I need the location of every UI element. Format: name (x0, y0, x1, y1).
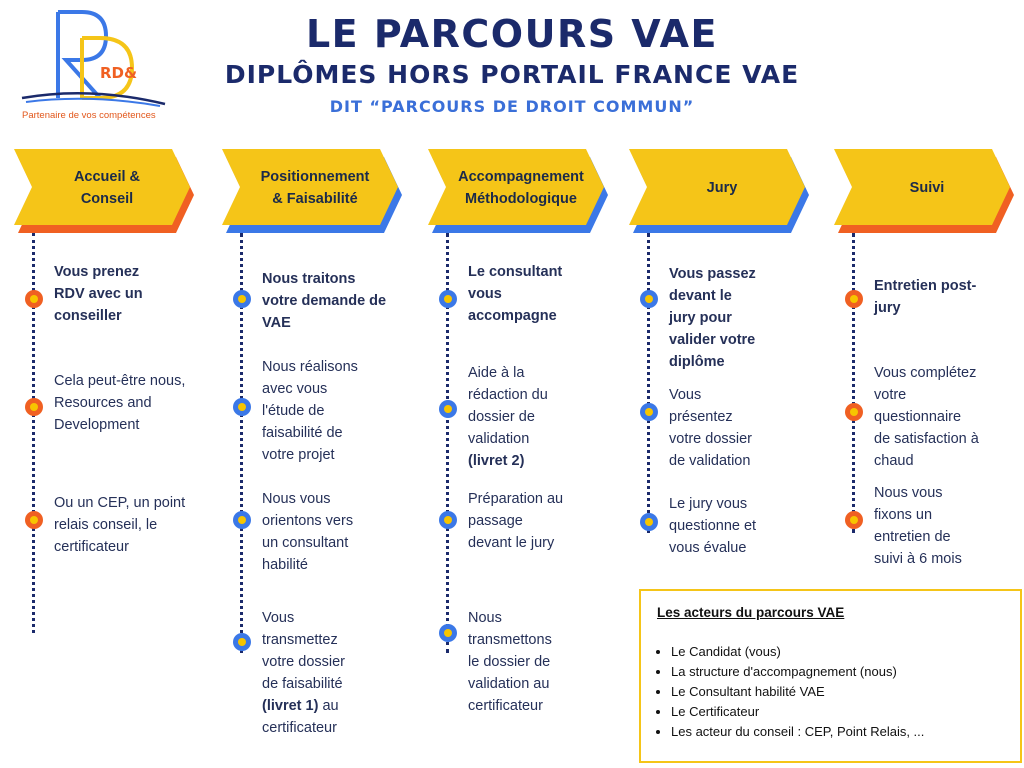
timeline-dot (25, 398, 43, 416)
step-item: Le consultant vous accompagne (468, 264, 563, 324)
step-item: Vous transmettez votre dossier de faisabilité (livret 1) au certificateur (262, 610, 346, 736)
actors-list (657, 642, 1004, 742)
step-positionnement (222, 145, 422, 745)
step-accompagnement (428, 145, 628, 745)
step-label (22, 157, 192, 219)
step-item: Aide à la rédaction du dossier de validation (livret 2) (468, 365, 548, 469)
timeline-dot (640, 290, 658, 308)
timeline-dot (439, 290, 457, 308)
step-item: Nous vous orientons vers un consultant habilité (262, 491, 354, 573)
step-item: Nous réalisons avec vous l'étude de faisabilité de votre projet (262, 359, 358, 463)
timeline-dot (233, 290, 251, 308)
step-label-line1: Jury (706, 180, 738, 196)
step-item: Vous passez devant le jury pour valider votre diplôme (669, 266, 756, 370)
page-title: LE PARCOURS VAE (305, 12, 719, 56)
step-item: Vous prenez RDV avec un conseiller (54, 264, 143, 324)
page-subtitle: DIPLÔMES HORS PORTAIL FRANCE VAE (224, 60, 800, 89)
step-label (436, 157, 606, 219)
timeline-dot (640, 403, 658, 421)
logo-tagline: Partenaire de vos compétences (22, 110, 156, 121)
timeline-dot (233, 398, 251, 416)
actors-title: Les acteurs du parcours VAE (657, 605, 845, 620)
step-item: Nous traitons votre demande de VAE (262, 271, 387, 331)
actor-item: • La structure d'accompagnement (nous) (671, 662, 1004, 682)
actors-box (639, 589, 1022, 763)
actor-item: • Les acteur du conseil : CEP, Point Relais, ... (671, 722, 1004, 742)
timeline-dot (845, 403, 863, 421)
timeline-dot (233, 511, 251, 529)
actor-item: • Le Consultant habilité VAE (671, 682, 1004, 702)
step-label-line1: Accueil & (73, 169, 141, 185)
logo-ampersand: RD& (100, 64, 138, 82)
step-item: Entretien post- jury (874, 278, 977, 316)
step-label-line1: Positionnement (260, 169, 370, 185)
step-label-line2: Méthodologique (465, 191, 577, 207)
timeline-dot (439, 624, 457, 642)
timeline-line (647, 233, 650, 533)
timeline-dot (233, 633, 251, 651)
step-label (637, 157, 807, 219)
step-item: Nous vous fixons un entretien de suivi à 6 mois (874, 485, 962, 567)
step-label (230, 157, 400, 219)
step-item: Vous complétez votre questionnaire de satisfaction à chaud (874, 365, 979, 469)
step-label-line1: Suivi (909, 180, 945, 196)
timeline-line (852, 233, 855, 533)
timeline-dot (25, 290, 43, 308)
timeline-dot (845, 511, 863, 529)
step-item: Ou un CEP, un point relais conseil, le certificateur (54, 495, 186, 555)
step-item: Cela peut-être nous, Resources and Development (54, 373, 186, 433)
timeline-dot (439, 400, 457, 418)
step-item: Vous présentez votre dossier de validation (669, 387, 753, 469)
step-item: Préparation au passage devant le jury (468, 491, 564, 551)
step-item: Nous transmettons le dossier de validation au certificateur (468, 610, 552, 714)
timeline-dot (845, 290, 863, 308)
step-accueil-conseil (14, 145, 214, 745)
timeline-dot (439, 511, 457, 529)
step-label (842, 157, 1012, 219)
actor-item: • Le Candidat (vous) (671, 642, 1004, 662)
step-label-line2: & Faisabilité (272, 191, 358, 207)
timeline-dot (25, 511, 43, 529)
step-item: Le jury vous questionne et vous évalue (669, 496, 757, 556)
page-subtitle-2: DIT “PARCOURS DE DROIT COMMUN” (329, 97, 695, 116)
step-label-line2: Conseil (80, 191, 134, 207)
step-label-line1: Accompagnement (458, 169, 584, 185)
actor-item: • Le Certificateur (671, 702, 1004, 722)
timeline-dot (640, 513, 658, 531)
